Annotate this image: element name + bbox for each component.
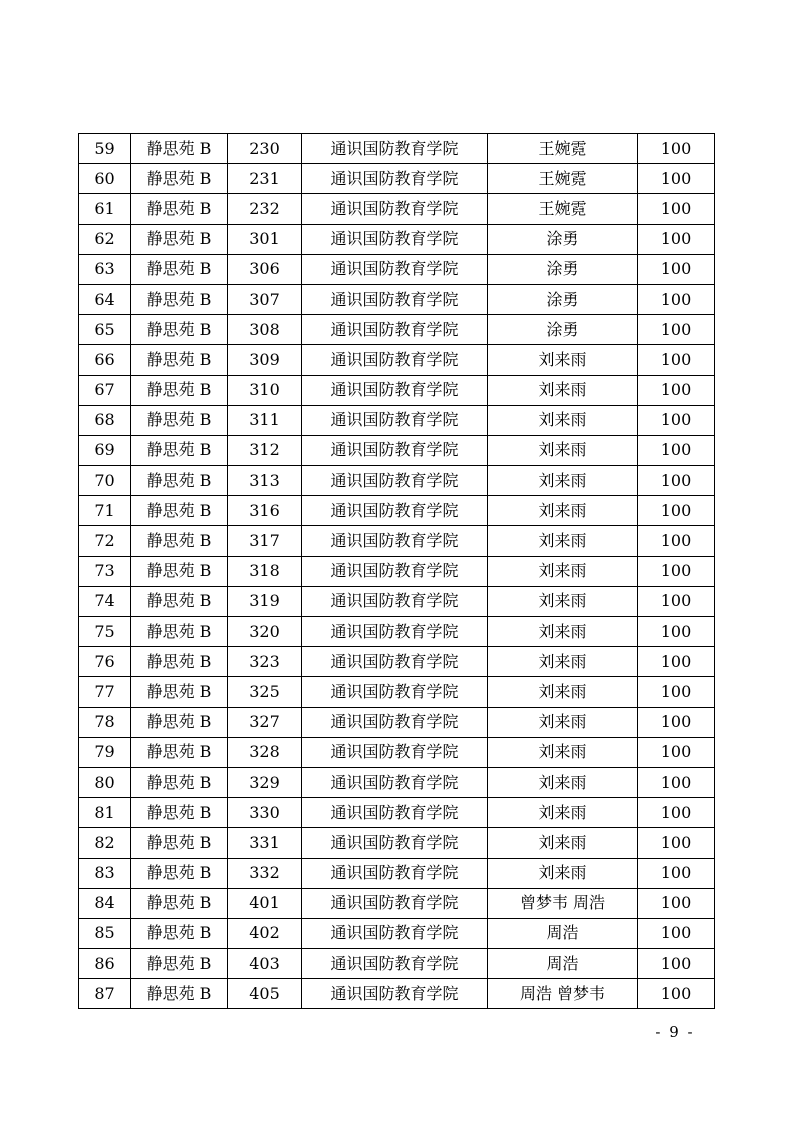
person-cell: 刘来雨 bbox=[488, 496, 638, 526]
score-cell: 100 bbox=[638, 224, 715, 254]
college-cell: 通识国防教育学院 bbox=[302, 798, 488, 828]
room-number-cell: 331 bbox=[228, 828, 302, 858]
score-cell: 100 bbox=[638, 737, 715, 767]
college-cell: 通识国防教育学院 bbox=[302, 224, 488, 254]
table-row bbox=[79, 164, 715, 194]
table-row bbox=[79, 375, 715, 405]
row-index-cell: 76 bbox=[79, 647, 131, 677]
table-row bbox=[79, 194, 715, 224]
person-cell: 王婉霓 bbox=[488, 134, 638, 164]
table-row bbox=[79, 888, 715, 918]
room-number-cell: 312 bbox=[228, 435, 302, 465]
score-cell: 100 bbox=[638, 284, 715, 314]
building-cell: 静思苑 B bbox=[131, 496, 228, 526]
table-row bbox=[79, 798, 715, 828]
person-cell: 王婉霓 bbox=[488, 194, 638, 224]
table-row bbox=[79, 134, 715, 164]
room-number-cell: 230 bbox=[228, 134, 302, 164]
college-cell: 通识国防教育学院 bbox=[302, 647, 488, 677]
row-index-cell: 74 bbox=[79, 586, 131, 616]
college-cell: 通识国防教育学院 bbox=[302, 284, 488, 314]
room-number-cell: 311 bbox=[228, 405, 302, 435]
building-cell: 静思苑 B bbox=[131, 224, 228, 254]
building-cell: 静思苑 B bbox=[131, 707, 228, 737]
score-cell: 100 bbox=[638, 858, 715, 888]
score-cell: 100 bbox=[638, 194, 715, 224]
building-cell: 静思苑 B bbox=[131, 677, 228, 707]
score-cell: 100 bbox=[638, 345, 715, 375]
person-cell: 周浩 曾梦韦 bbox=[488, 979, 638, 1009]
score-cell: 100 bbox=[638, 918, 715, 948]
score-cell: 100 bbox=[638, 647, 715, 677]
building-cell: 静思苑 B bbox=[131, 647, 228, 677]
person-cell: 刘来雨 bbox=[488, 405, 638, 435]
row-index-cell: 87 bbox=[79, 979, 131, 1009]
table-row bbox=[79, 526, 715, 556]
room-number-cell: 405 bbox=[228, 979, 302, 1009]
building-cell: 静思苑 B bbox=[131, 918, 228, 948]
room-number-cell: 401 bbox=[228, 888, 302, 918]
table-row bbox=[79, 435, 715, 465]
building-cell: 静思苑 B bbox=[131, 375, 228, 405]
score-cell: 100 bbox=[638, 134, 715, 164]
room-number-cell: 307 bbox=[228, 284, 302, 314]
score-cell: 100 bbox=[638, 586, 715, 616]
row-index-cell: 75 bbox=[79, 617, 131, 647]
room-number-cell: 323 bbox=[228, 647, 302, 677]
table-row bbox=[79, 707, 715, 737]
table-row bbox=[79, 345, 715, 375]
person-cell: 涂勇 bbox=[488, 224, 638, 254]
room-number-cell: 319 bbox=[228, 586, 302, 616]
building-cell: 静思苑 B bbox=[131, 556, 228, 586]
room-number-cell: 232 bbox=[228, 194, 302, 224]
building-cell: 静思苑 B bbox=[131, 828, 228, 858]
room-number-cell: 309 bbox=[228, 345, 302, 375]
college-cell: 通识国防教育学院 bbox=[302, 828, 488, 858]
building-cell: 静思苑 B bbox=[131, 888, 228, 918]
college-cell: 通识国防教育学院 bbox=[302, 617, 488, 647]
row-index-cell: 64 bbox=[79, 284, 131, 314]
person-cell: 王婉霓 bbox=[488, 164, 638, 194]
row-index-cell: 83 bbox=[79, 858, 131, 888]
college-cell: 通识国防教育学院 bbox=[302, 164, 488, 194]
person-cell: 周浩 bbox=[488, 949, 638, 979]
score-cell: 100 bbox=[638, 466, 715, 496]
row-index-cell: 77 bbox=[79, 677, 131, 707]
building-cell: 静思苑 B bbox=[131, 617, 228, 647]
score-cell: 100 bbox=[638, 526, 715, 556]
room-number-cell: 327 bbox=[228, 707, 302, 737]
room-number-cell: 320 bbox=[228, 617, 302, 647]
person-cell: 曾梦韦 周浩 bbox=[488, 888, 638, 918]
room-number-cell: 301 bbox=[228, 224, 302, 254]
score-cell: 100 bbox=[638, 888, 715, 918]
college-cell: 通识国防教育学院 bbox=[302, 979, 488, 1009]
table-row bbox=[79, 677, 715, 707]
row-index-cell: 80 bbox=[79, 767, 131, 797]
building-cell: 静思苑 B bbox=[131, 979, 228, 1009]
page-number: - 9 - bbox=[655, 1023, 695, 1041]
person-cell: 刘来雨 bbox=[488, 586, 638, 616]
building-cell: 静思苑 B bbox=[131, 466, 228, 496]
person-cell: 刘来雨 bbox=[488, 707, 638, 737]
row-index-cell: 59 bbox=[79, 134, 131, 164]
row-index-cell: 72 bbox=[79, 526, 131, 556]
row-index-cell: 73 bbox=[79, 556, 131, 586]
room-score-table bbox=[78, 133, 715, 1009]
building-cell: 静思苑 B bbox=[131, 134, 228, 164]
college-cell: 通识国防教育学院 bbox=[302, 556, 488, 586]
table-row bbox=[79, 979, 715, 1009]
room-number-cell: 332 bbox=[228, 858, 302, 888]
score-cell: 100 bbox=[638, 496, 715, 526]
row-index-cell: 61 bbox=[79, 194, 131, 224]
score-cell: 100 bbox=[638, 979, 715, 1009]
college-cell: 通识国防教育学院 bbox=[302, 254, 488, 284]
table-row bbox=[79, 617, 715, 647]
college-cell: 通识国防教育学院 bbox=[302, 134, 488, 164]
row-index-cell: 62 bbox=[79, 224, 131, 254]
score-cell: 100 bbox=[638, 767, 715, 797]
building-cell: 静思苑 B bbox=[131, 737, 228, 767]
table-row bbox=[79, 496, 715, 526]
score-cell: 100 bbox=[638, 707, 715, 737]
table-row bbox=[79, 254, 715, 284]
table-row bbox=[79, 405, 715, 435]
table-row bbox=[79, 828, 715, 858]
person-cell: 刘来雨 bbox=[488, 798, 638, 828]
room-number-cell: 403 bbox=[228, 949, 302, 979]
person-cell: 刘来雨 bbox=[488, 737, 638, 767]
room-number-cell: 317 bbox=[228, 526, 302, 556]
building-cell: 静思苑 B bbox=[131, 345, 228, 375]
score-cell: 100 bbox=[638, 556, 715, 586]
room-number-cell: 402 bbox=[228, 918, 302, 948]
person-cell: 涂勇 bbox=[488, 315, 638, 345]
table-row bbox=[79, 949, 715, 979]
person-cell: 刘来雨 bbox=[488, 526, 638, 556]
college-cell: 通识国防教育学院 bbox=[302, 949, 488, 979]
person-cell: 刘来雨 bbox=[488, 647, 638, 677]
room-number-cell: 330 bbox=[228, 798, 302, 828]
college-cell: 通识国防教育学院 bbox=[302, 767, 488, 797]
person-cell: 涂勇 bbox=[488, 284, 638, 314]
college-cell: 通识国防教育学院 bbox=[302, 918, 488, 948]
row-index-cell: 66 bbox=[79, 345, 131, 375]
college-cell: 通识国防教育学院 bbox=[302, 315, 488, 345]
building-cell: 静思苑 B bbox=[131, 284, 228, 314]
person-cell: 周浩 bbox=[488, 918, 638, 948]
row-index-cell: 60 bbox=[79, 164, 131, 194]
score-cell: 100 bbox=[638, 677, 715, 707]
room-number-cell: 310 bbox=[228, 375, 302, 405]
college-cell: 通识国防教育学院 bbox=[302, 345, 488, 375]
table-row bbox=[79, 647, 715, 677]
table-row bbox=[79, 224, 715, 254]
row-index-cell: 84 bbox=[79, 888, 131, 918]
building-cell: 静思苑 B bbox=[131, 798, 228, 828]
building-cell: 静思苑 B bbox=[131, 767, 228, 797]
row-index-cell: 85 bbox=[79, 918, 131, 948]
building-cell: 静思苑 B bbox=[131, 405, 228, 435]
person-cell: 刘来雨 bbox=[488, 435, 638, 465]
table-row bbox=[79, 767, 715, 797]
college-cell: 通识国防教育学院 bbox=[302, 526, 488, 556]
room-number-cell: 231 bbox=[228, 164, 302, 194]
score-cell: 100 bbox=[638, 798, 715, 828]
person-cell: 刘来雨 bbox=[488, 858, 638, 888]
college-cell: 通识国防教育学院 bbox=[302, 194, 488, 224]
row-index-cell: 81 bbox=[79, 798, 131, 828]
college-cell: 通识国防教育学院 bbox=[302, 435, 488, 465]
row-index-cell: 79 bbox=[79, 737, 131, 767]
building-cell: 静思苑 B bbox=[131, 526, 228, 556]
college-cell: 通识国防教育学院 bbox=[302, 466, 488, 496]
person-cell: 刘来雨 bbox=[488, 466, 638, 496]
score-cell: 100 bbox=[638, 435, 715, 465]
building-cell: 静思苑 B bbox=[131, 858, 228, 888]
score-cell: 100 bbox=[638, 828, 715, 858]
room-number-cell: 325 bbox=[228, 677, 302, 707]
college-cell: 通识国防教育学院 bbox=[302, 496, 488, 526]
row-index-cell: 71 bbox=[79, 496, 131, 526]
room-number-cell: 306 bbox=[228, 254, 302, 284]
room-number-cell: 308 bbox=[228, 315, 302, 345]
row-index-cell: 86 bbox=[79, 949, 131, 979]
person-cell: 刘来雨 bbox=[488, 375, 638, 405]
person-cell: 刘来雨 bbox=[488, 617, 638, 647]
table-body bbox=[79, 134, 715, 1009]
table-row bbox=[79, 586, 715, 616]
row-index-cell: 82 bbox=[79, 828, 131, 858]
score-cell: 100 bbox=[638, 164, 715, 194]
row-index-cell: 68 bbox=[79, 405, 131, 435]
table-row bbox=[79, 315, 715, 345]
score-cell: 100 bbox=[638, 405, 715, 435]
person-cell: 刘来雨 bbox=[488, 345, 638, 375]
row-index-cell: 63 bbox=[79, 254, 131, 284]
room-number-cell: 328 bbox=[228, 737, 302, 767]
college-cell: 通识国防教育学院 bbox=[302, 405, 488, 435]
person-cell: 刘来雨 bbox=[488, 767, 638, 797]
room-number-cell: 313 bbox=[228, 466, 302, 496]
person-cell: 刘来雨 bbox=[488, 828, 638, 858]
room-number-cell: 318 bbox=[228, 556, 302, 586]
college-cell: 通识国防教育学院 bbox=[302, 375, 488, 405]
table-row bbox=[79, 737, 715, 767]
table-row bbox=[79, 284, 715, 314]
building-cell: 静思苑 B bbox=[131, 194, 228, 224]
building-cell: 静思苑 B bbox=[131, 949, 228, 979]
table-row bbox=[79, 858, 715, 888]
row-index-cell: 67 bbox=[79, 375, 131, 405]
building-cell: 静思苑 B bbox=[131, 586, 228, 616]
score-cell: 100 bbox=[638, 254, 715, 284]
building-cell: 静思苑 B bbox=[131, 254, 228, 284]
score-cell: 100 bbox=[638, 617, 715, 647]
building-cell: 静思苑 B bbox=[131, 435, 228, 465]
room-number-cell: 316 bbox=[228, 496, 302, 526]
person-cell: 刘来雨 bbox=[488, 677, 638, 707]
table-row bbox=[79, 556, 715, 586]
college-cell: 通识国防教育学院 bbox=[302, 677, 488, 707]
score-cell: 100 bbox=[638, 315, 715, 345]
college-cell: 通识国防教育学院 bbox=[302, 858, 488, 888]
score-cell: 100 bbox=[638, 949, 715, 979]
college-cell: 通识国防教育学院 bbox=[302, 586, 488, 616]
score-cell: 100 bbox=[638, 375, 715, 405]
row-index-cell: 65 bbox=[79, 315, 131, 345]
college-cell: 通识国防教育学院 bbox=[302, 737, 488, 767]
table-row bbox=[79, 466, 715, 496]
table-row bbox=[79, 918, 715, 948]
row-index-cell: 69 bbox=[79, 435, 131, 465]
person-cell: 涂勇 bbox=[488, 254, 638, 284]
building-cell: 静思苑 B bbox=[131, 315, 228, 345]
person-cell: 刘来雨 bbox=[488, 556, 638, 586]
row-index-cell: 78 bbox=[79, 707, 131, 737]
room-number-cell: 329 bbox=[228, 767, 302, 797]
row-index-cell: 70 bbox=[79, 466, 131, 496]
college-cell: 通识国防教育学院 bbox=[302, 888, 488, 918]
building-cell: 静思苑 B bbox=[131, 164, 228, 194]
college-cell: 通识国防教育学院 bbox=[302, 707, 488, 737]
